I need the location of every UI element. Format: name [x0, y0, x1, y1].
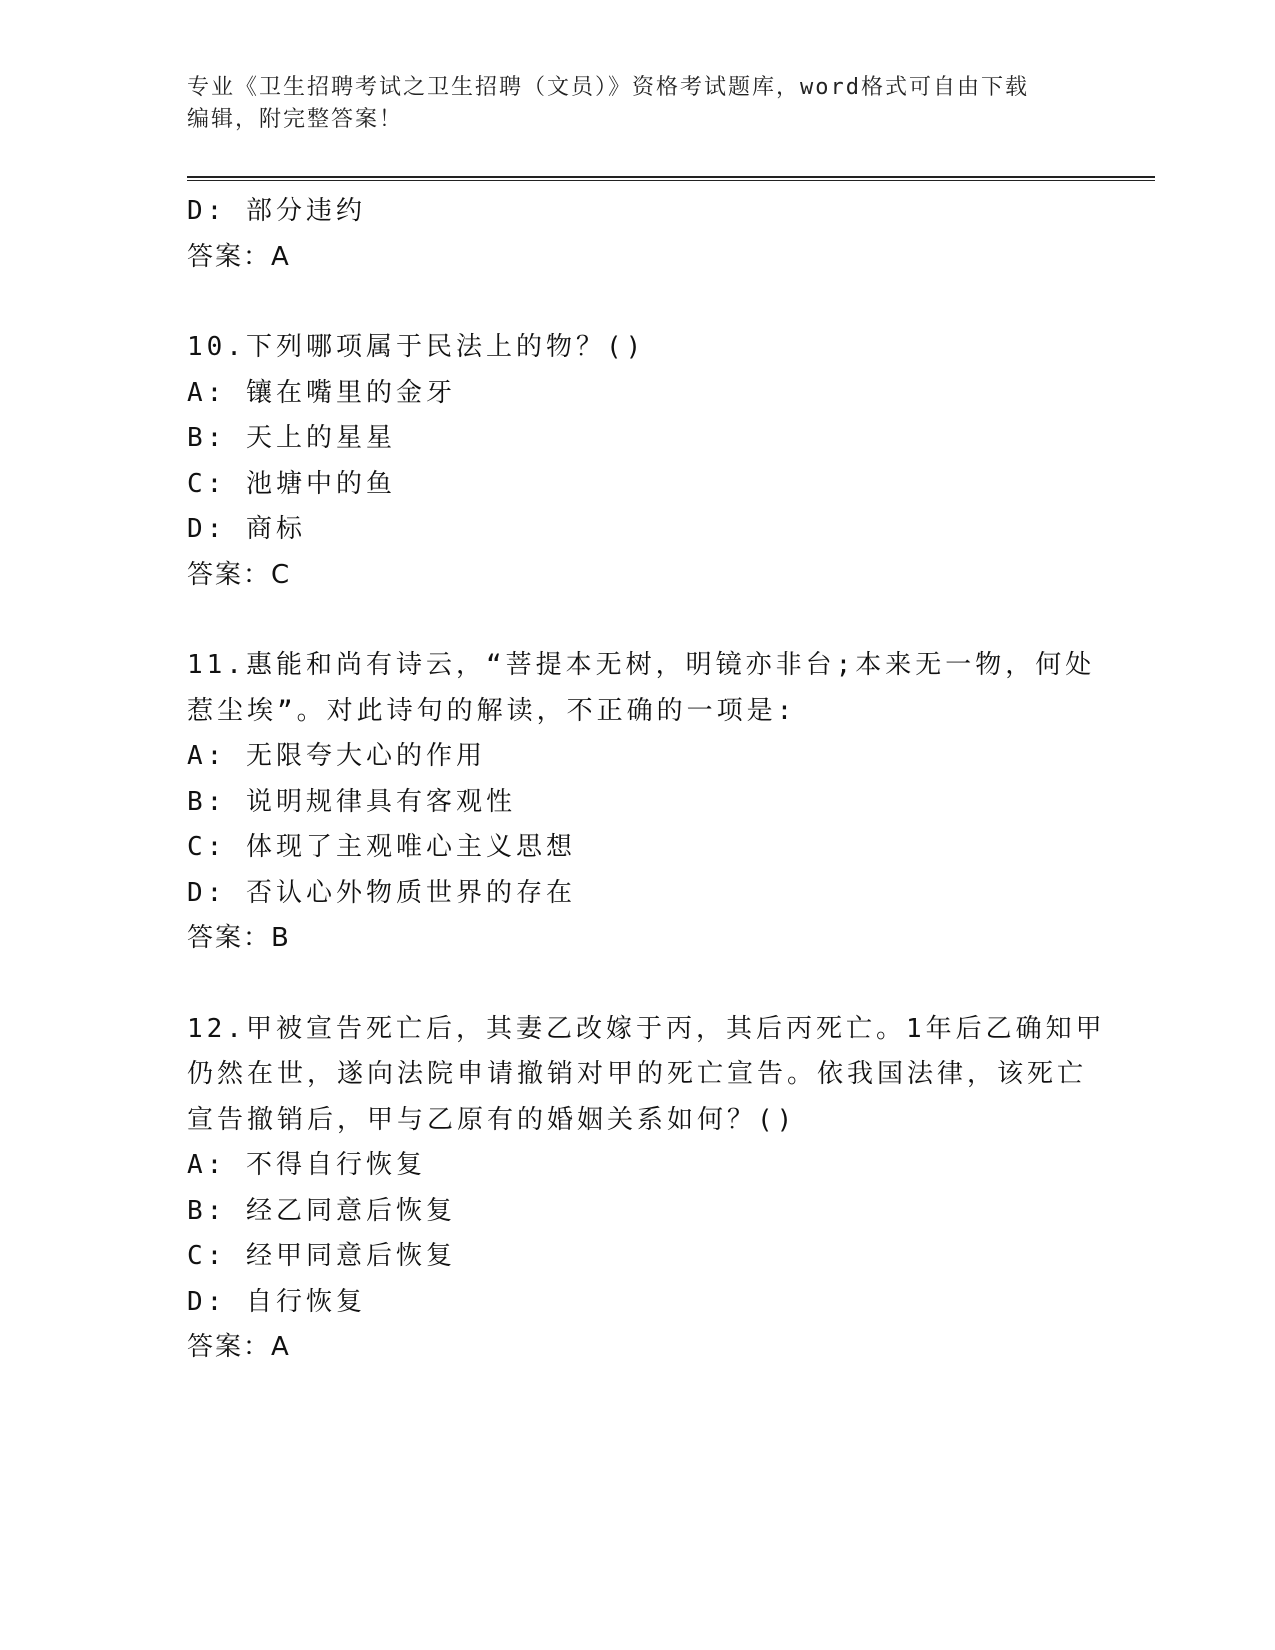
option-b: B: 经乙同意后恢复	[187, 1195, 456, 1226]
option-a: A: 无限夸大心的作用	[187, 741, 486, 771]
option-a: A: 镶在嘴里的金牙	[187, 377, 456, 408]
answer: 答案：C	[187, 559, 292, 590]
option-d: D: 自行恢复	[187, 1286, 366, 1317]
option-b: B: 说明规律具有客观性	[187, 786, 516, 817]
prev-answer: 答案：A	[187, 241, 291, 272]
header-line-1: 专业《卫生招聘考试之卫生招聘（文员）》资格考试题库，word格式可自由下载	[187, 75, 1029, 100]
question-text: 宣告撤销后，甲与乙原有的婚姻关系如何？()	[187, 1104, 797, 1135]
document-header	[187, 72, 1087, 136]
question-text: 仍然在世，遂向法院申请撤销对甲的死亡宣告。依我国法律，该死亡	[187, 1059, 1088, 1089]
option-c: C: 经甲同意后恢复	[187, 1241, 456, 1271]
question-text: 惹尘埃”。对此诗句的解读，不正确的一项是:	[187, 695, 797, 726]
header-divider	[187, 176, 1155, 181]
question-text: 10.下列哪项属于民法上的物？()	[187, 332, 646, 362]
prev-option-d: D: 部分违约	[187, 196, 366, 226]
question-11	[187, 643, 1096, 962]
question-12	[187, 1007, 1106, 1371]
question-text: 11.惠能和尚有诗云，“菩提本无树，明镜亦非台;本来无一物，何处	[187, 650, 1096, 680]
option-b: B: 天上的星星	[187, 423, 396, 453]
option-d: D: 否认心外物质世界的存在	[187, 877, 576, 908]
header-line-2: 编辑，附完整答案！	[187, 107, 404, 132]
option-d: D: 商标	[187, 514, 306, 544]
question-10	[187, 325, 1087, 598]
option-c: C: 池塘中的鱼	[187, 468, 396, 499]
question-list	[187, 189, 1106, 1371]
option-a: A: 不得自行恢复	[187, 1150, 426, 1180]
question-text: 12.甲被宣告死亡后，其妻乙改嫁于丙，其后丙死亡。1年后乙确知甲	[187, 1013, 1106, 1044]
answer: 答案：B	[187, 923, 291, 953]
answer: 答案：A	[187, 1332, 291, 1362]
option-c: C: 体现了主观唯心主义思想	[187, 832, 576, 862]
